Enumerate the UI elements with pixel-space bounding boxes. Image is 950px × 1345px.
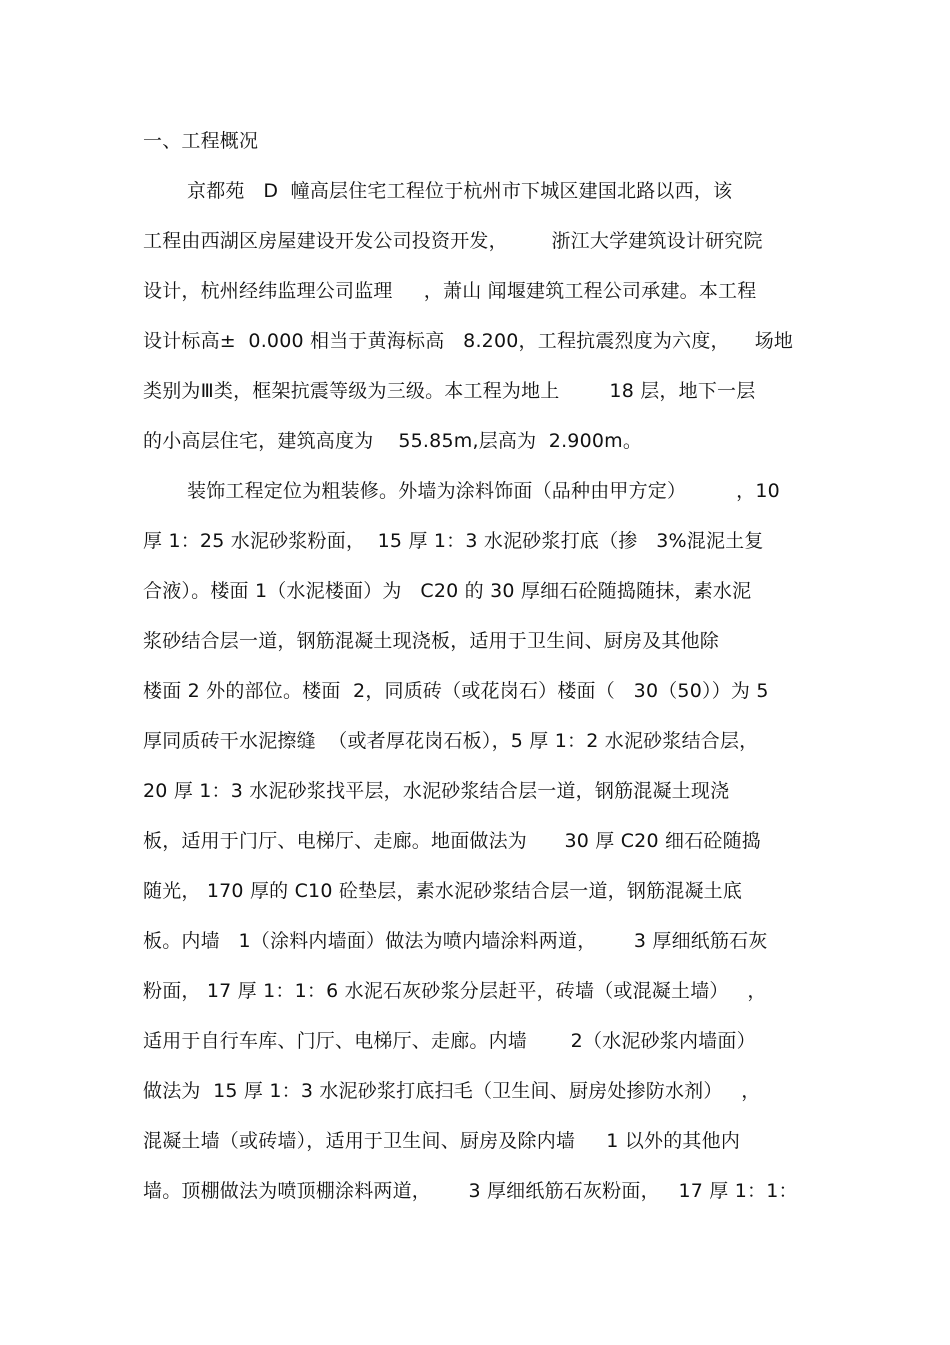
paragraph-line: 的小高层住宅，建筑高度为 55.85m,层高为 2.900m。	[143, 430, 643, 452]
paragraph-line: 浆砂结合层一道，钢筋混凝土现浇板，适用于卫生间、厨房及其他除	[143, 630, 720, 652]
section-heading: 一、工程概况	[143, 130, 259, 152]
paragraph-line: 适用于自行车库、门厅、电梯厅、走廊。内墙 2（水泥砂浆内墙面）	[143, 1030, 756, 1052]
paragraph-line: 板，适用于门厅、电梯厅、走廊。地面做法为 30 厚 C20 细石砼随捣	[143, 830, 761, 852]
paragraph-line: 楼面 2 外的部位。楼面 2，同质砖（或花岗石）楼面（ 30（50））为 5	[143, 680, 769, 702]
paragraph-line: 工程由西湖区房屋建设开发公司投资开发， 浙江大学建筑设计研究院	[143, 230, 763, 252]
paragraph-line: 做法为 15 厚 1：3 水泥砂浆打底扫毛（卫生间、厨房处掺防水剂） ，	[143, 1080, 761, 1102]
paragraph-line: 设计标高± 0.000 相当于黄海标高 8.200，工程抗震烈度为六度， 场地	[143, 330, 794, 352]
paragraph-line: 类别为Ⅲ类，框架抗震等级为三级。本工程为地上 18 层，地下一层	[143, 380, 756, 402]
paragraph-line: 合液）。楼面 1（水泥楼面）为 C20 的 30 厚细石砼随捣随抹，素水泥	[143, 580, 752, 602]
paragraph-line: 随光， 170 厚的 C10 砼垫层，素水泥砂浆结合层一道，钢筋混凝土底	[143, 880, 743, 902]
paragraph-line: 厚 1：25 水泥砂浆粉面， 15 厚 1：3 水泥砂浆打底（掺 3%混泥土复	[143, 530, 764, 552]
paragraph-line: 墙。顶棚做法为喷顶棚涂料两道， 3 厚细纸筋石灰粉面， 17 厚 1：1：	[143, 1180, 798, 1202]
paragraph-line: 20 厚 1：3 水泥砂浆找平层，水泥砂浆结合层一道，钢筋混凝土现浇	[143, 780, 730, 802]
paragraph-line: 京都苑 D 幢高层住宅工程位于杭州市下城区建国北路以西，该	[187, 180, 733, 202]
paragraph-line: 板。内墙 1（涂料内墙面）做法为喷内墙涂料两道， 3 厚细纸筋石灰	[143, 930, 768, 952]
paragraph-line: 厚同质砖干水泥擦缝 （或者厚花岗石板），5 厚 1：2 水泥砂浆结合层，	[143, 730, 759, 752]
paragraph-line: 装饰工程定位为粗装修。外墙为涂料饰面（品种由甲方定） ，10	[187, 480, 780, 502]
paragraph-line: 设计，杭州经纬监理公司监理 ，萧山 闻堰建筑工程公司承建。本工程	[143, 280, 757, 302]
paragraph-line: 混凝土墙（或砖墙），适用于卫生间、厨房及除内墙 1 以外的其他内	[143, 1130, 741, 1152]
paragraph-line: 粉面， 17 厚 1：1：6 水泥石灰砂浆分层赶平，砖墙（或混凝土墙） ，	[143, 980, 767, 1002]
